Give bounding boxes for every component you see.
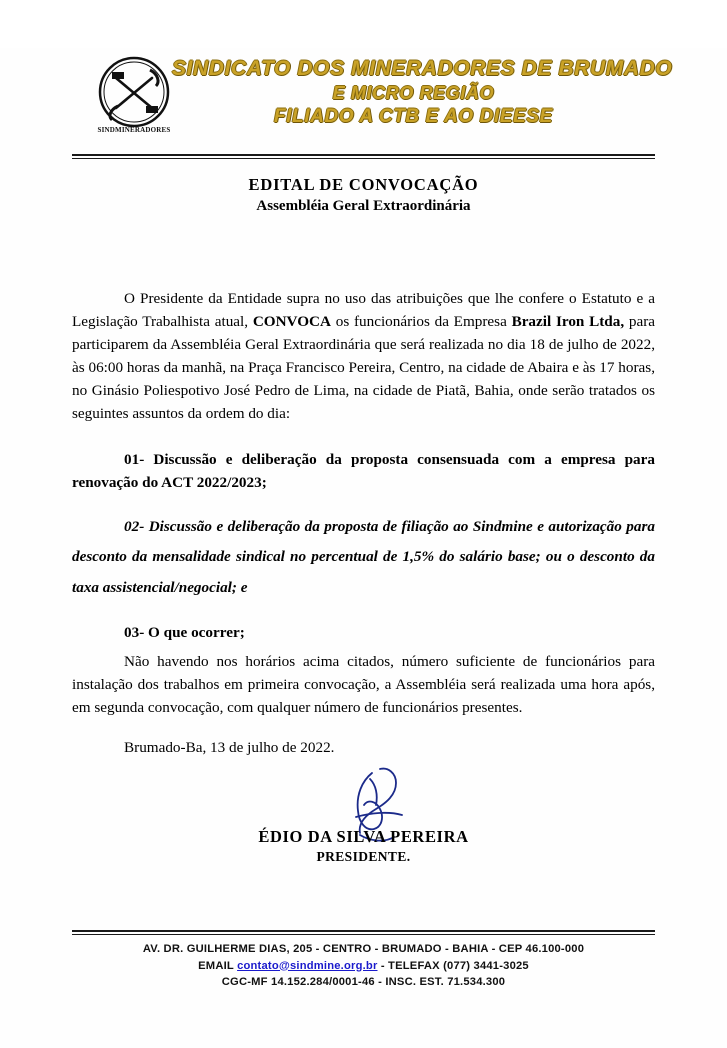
header-line-1: SINDICATO DOS MINERADORES DE BRUMADO <box>172 57 673 80</box>
document-header <box>72 48 673 148</box>
footer-divider <box>72 930 655 935</box>
footer-email-link[interactable]: contato@sindmine.org.br <box>237 959 378 972</box>
signature-block <box>72 765 655 871</box>
header-line-3: FILIADO A CTB E AO DIEESE <box>274 105 553 127</box>
header-line-2: E MICRO REGIÃO <box>332 83 495 104</box>
agenda-item-3: 03- O que ocorrer; <box>124 623 245 641</box>
agenda-item-1: 01- Discussão e deliberação da proposta consensuada com a empresa para renovação do ACT 2022/2023; <box>72 450 655 491</box>
para1-bold-empresa: Brazil Iron Ltda, <box>511 313 625 331</box>
footer-contact <box>72 958 655 974</box>
para1-mid: os funcionários da Empresa <box>330 313 512 331</box>
agenda-items <box>72 448 655 645</box>
para1-pre: O Presidente da Entidade supra no uso das atribuições que lhe confere o Estatuto e a Legislação Trabalhista atual, <box>72 290 655 331</box>
footer-registration: CGC-MF 14.152.284/0001-46 - INSC. EST. 71.534.300 <box>221 975 506 988</box>
para1-bold-convoca: CONVOCA <box>252 313 331 331</box>
footer-telefax: - TELEFAX (077) 3441-3025 <box>377 959 529 972</box>
header-divider <box>72 154 655 159</box>
logo-caption: SINDMINERADORES <box>97 126 171 134</box>
footer-email-label: EMAIL <box>198 959 238 972</box>
footer-address: AV. DR. GUILHERME DIAS, 205 - CENTRO - BRUMADO - BAHIA - CEP 46.100-000 <box>142 943 585 956</box>
paragraph-closing: Não havendo nos horários acima citados, número suficiente de funcionários para instalação dos trabalhos em primeira convocação, a Assembléia será realizada uma hora após, em segunda convocação, com qualquer número de funcionários presentes. <box>72 653 655 717</box>
agenda-item-2: 02- Discussão e deliberação da proposta de filiação ao Sindmine e autorização para desconto da mensalidade sindical no percentual de 1,5% do salário base; ou o desconto da taxa assistencial/negocial; e <box>72 517 655 596</box>
date-line: Brumado-Ba, 13 de julho de 2022. <box>124 739 335 757</box>
page-subtitle: Assembléia Geral Extraordinária <box>256 198 471 214</box>
header-titles <box>172 56 673 129</box>
paragraph-convocacao <box>72 287 655 426</box>
para1-post: para participarem da Assembléia Geral Extraordinária que será realizada no dia 18 de julho de 2022, às 06:00 horas da manhã, na Praça Francisco Pereira, Centro, na cidade de Abaira e às 17 horas, no Ginásio Poliespotivo José Pedro de Lima, na cidade de Piatã, Bahia, onde serão tratados os seguintes assuntos da ordem do dia: <box>72 313 655 423</box>
document-footer <box>72 930 655 990</box>
document-page <box>0 48 727 1048</box>
signature-role: PRESIDENTE. <box>316 849 411 865</box>
document-body <box>72 215 655 871</box>
signature-name: ÉDIO DA SILVA PEREIRA <box>258 827 469 847</box>
page-title: EDITAL DE CONVOCAÇÃO <box>248 175 479 194</box>
